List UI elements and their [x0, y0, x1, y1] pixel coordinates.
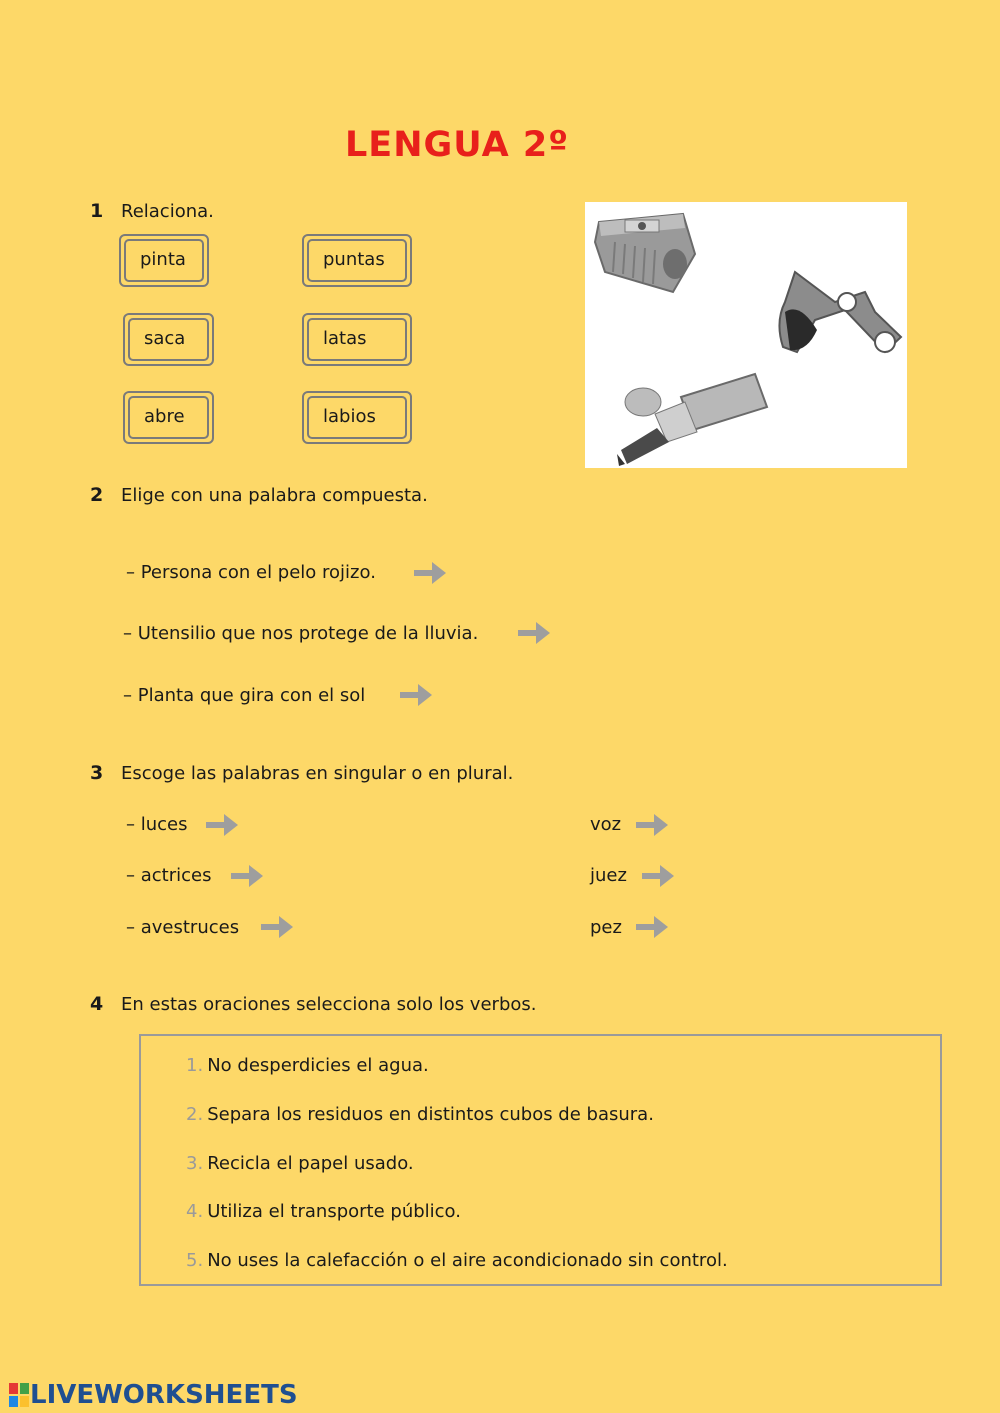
sentence-number: 5.	[186, 1250, 204, 1271]
lipstick-icon	[617, 374, 767, 466]
section-1-number: 1	[90, 200, 104, 222]
right-arrow-icon	[398, 681, 434, 709]
word-label: labios	[307, 396, 407, 439]
word-box-pinta[interactable]	[119, 234, 209, 287]
sentence-number: 2.	[186, 1104, 204, 1125]
logo-text: LIVEWORKSHEETS	[30, 1380, 298, 1410]
sentence-number: 4.	[186, 1201, 204, 1222]
word-label: pinta	[124, 239, 204, 282]
pencil-sharpener-icon	[595, 214, 695, 292]
page-title: LENGUA 2º	[345, 125, 569, 165]
can-opener-icon	[779, 272, 901, 352]
plural-word: – avestruces	[126, 917, 240, 938]
section-4-number: 4	[90, 993, 104, 1015]
right-arrow-icon	[259, 913, 295, 941]
sentence-row	[186, 1250, 728, 1271]
right-arrow-icon	[640, 862, 676, 890]
section-2-instruction: Elige con una palabra compuesta.	[121, 485, 428, 506]
word-box-latas[interactable]	[302, 313, 412, 366]
definition-item: – Utensilio que nos protege de la lluvia.	[123, 623, 479, 644]
section-2-number: 2	[90, 484, 104, 506]
sentence-number: 1.	[186, 1055, 204, 1076]
right-arrow-icon	[634, 913, 670, 941]
word-box-saca[interactable]	[123, 313, 214, 366]
liveworksheets-logo	[8, 1380, 298, 1410]
sentence-text[interactable]: Utiliza el transporte público.	[207, 1201, 461, 1222]
sentence-text[interactable]: Separa los residuos en distintos cubos de basura.	[207, 1104, 654, 1125]
right-arrow-icon	[204, 811, 240, 839]
word-label: abre	[128, 396, 209, 439]
sentence-row	[186, 1201, 461, 1222]
objects-photo	[585, 202, 907, 468]
section-4-instruction: En estas oraciones selecciona solo los verbos.	[121, 994, 537, 1015]
word-label: latas	[307, 318, 407, 361]
right-arrow-icon	[634, 811, 670, 839]
singular-word: juez	[590, 865, 627, 886]
sentence-number: 3.	[186, 1153, 204, 1174]
definition-item: – Planta que gira con el sol	[123, 685, 366, 706]
word-box-abre[interactable]	[123, 391, 214, 444]
sentence-row	[186, 1055, 429, 1076]
section-3-instruction: Escoge las palabras en singular o en plural.	[121, 763, 514, 784]
logo-blocks-icon	[8, 1382, 30, 1408]
plural-word: – luces	[126, 814, 188, 835]
right-arrow-icon	[229, 862, 265, 890]
right-arrow-icon	[516, 619, 552, 647]
sentence-row	[186, 1104, 654, 1125]
plural-word: – actrices	[126, 865, 212, 886]
right-arrow-icon	[412, 559, 448, 587]
word-label: puntas	[307, 239, 407, 282]
word-box-labios[interactable]	[302, 391, 412, 444]
word-label: saca	[128, 318, 209, 361]
sentence-text[interactable]: No desperdicies el agua.	[207, 1055, 429, 1076]
section-1-instruction: Relaciona.	[121, 201, 214, 222]
word-box-puntas[interactable]	[302, 234, 412, 287]
singular-word: voz	[590, 814, 622, 835]
sentence-text[interactable]: Recicla el papel usado.	[207, 1153, 414, 1174]
sentence-row	[186, 1153, 414, 1174]
section-3-number: 3	[90, 762, 104, 784]
definition-item: – Persona con el pelo rojizo.	[126, 562, 376, 583]
sentence-text[interactable]: No uses la calefacción o el aire acondicionado sin control.	[207, 1250, 728, 1271]
singular-word: pez	[590, 917, 622, 938]
